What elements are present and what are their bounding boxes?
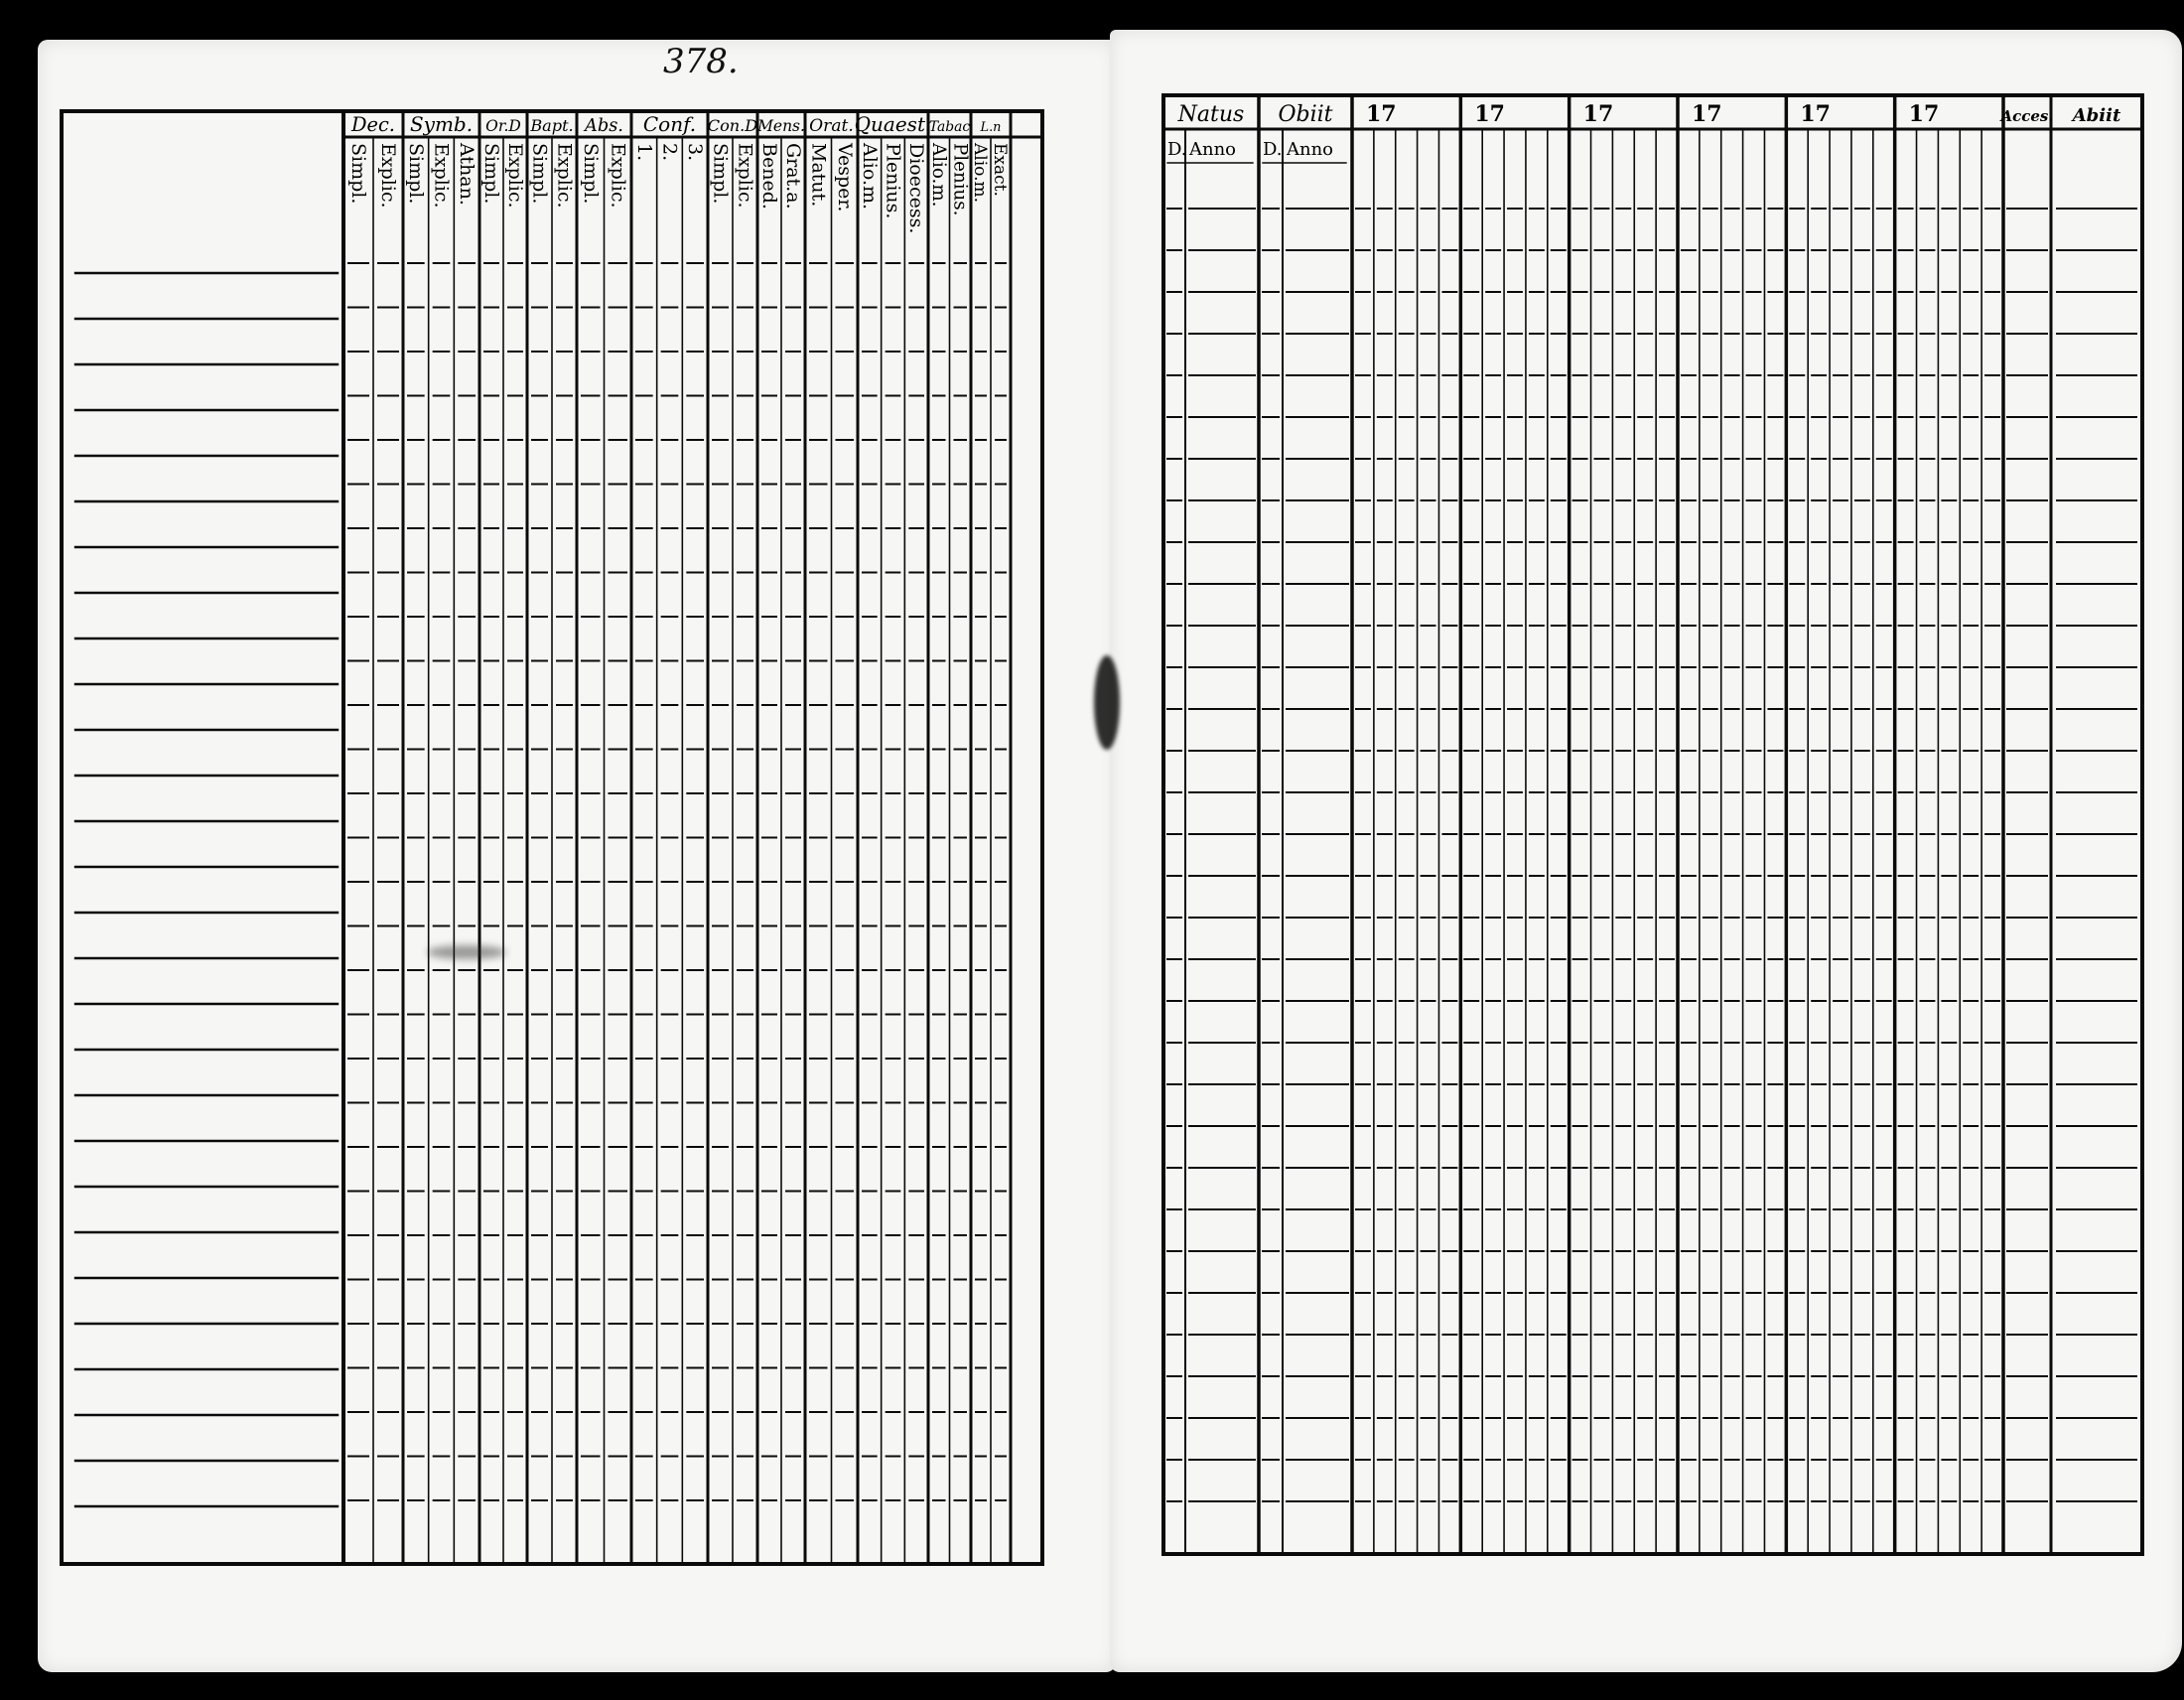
column-header: Con.D <box>707 116 758 135</box>
sub-column-label: 3. <box>684 143 707 162</box>
column-header: Mens. <box>757 117 805 135</box>
sub-column-label: Anno <box>1287 139 1334 160</box>
sub-column-label: Alio.m. <box>858 143 881 211</box>
column-header: Conf. <box>642 112 697 136</box>
sub-column-label: Explic. <box>430 143 453 209</box>
sub-column-label: D. <box>1167 139 1187 160</box>
sub-column-label: Bened. <box>758 143 780 210</box>
sub-column-label: 2. <box>658 143 681 162</box>
sub-column-label: Simpl. <box>347 143 369 205</box>
right-register-table <box>1110 30 2182 1672</box>
sub-column-label: Explic. <box>734 143 756 209</box>
column-header: Dec. <box>351 113 395 136</box>
sub-column-label: Vesper. <box>833 143 856 212</box>
sub-column-label: Explic. <box>504 143 526 209</box>
column-header: Acces. <box>2000 107 2054 125</box>
sub-column-label: Simpl. <box>404 143 427 205</box>
binding-mark <box>1094 655 1120 750</box>
year-header: 17 <box>1474 101 1505 127</box>
column-header: Orat. <box>809 116 854 136</box>
column-header: Abs. <box>585 116 623 136</box>
left-register-table <box>38 40 1116 1672</box>
right-page <box>1110 30 2182 1672</box>
sub-column-label: Anno <box>1189 139 1237 160</box>
sub-column-label: Matut. <box>807 143 830 208</box>
sub-column-label: Plenius. <box>949 143 971 216</box>
column-header: L.n <box>980 120 1002 135</box>
ink-smudge <box>427 945 506 959</box>
column-header: Symb. <box>409 112 474 136</box>
column-header: Obiit <box>1278 102 1333 127</box>
sub-column-label: Athan. <box>456 143 478 206</box>
column-header: Or.D <box>485 117 521 135</box>
year-header: 17 <box>1800 101 1831 127</box>
sub-column-label: Explic. <box>377 143 399 209</box>
column-header: Quaest. <box>854 112 932 136</box>
left-page <box>38 40 1116 1672</box>
sub-column-label: Plenius. <box>882 143 904 219</box>
sub-column-label: D. <box>1263 139 1283 160</box>
column-header: Natus <box>1177 102 1245 127</box>
year-header: 17 <box>1582 101 1614 127</box>
sub-column-label: Explic. <box>553 143 576 209</box>
sub-column-label: Simpl. <box>579 143 602 205</box>
year-header: 17 <box>1692 101 1722 127</box>
year-header: 17 <box>1366 101 1397 127</box>
column-header: Abiit <box>2072 105 2121 126</box>
sub-column-label: Alio.m. <box>970 143 990 204</box>
sub-column-label: Simpl. <box>480 143 502 205</box>
sub-column-label: Grat.a. <box>782 143 804 210</box>
sub-column-label: Exact. <box>990 143 1010 197</box>
sub-column-label: 1. <box>632 143 655 162</box>
page-number: 378. <box>663 42 739 81</box>
column-header: Tabac <box>928 119 971 135</box>
sub-column-label: Explic. <box>607 143 629 209</box>
year-header: 17 <box>1908 101 1940 127</box>
sub-column-label: Simpl. <box>528 143 551 205</box>
sub-column-label: Dioecess. <box>905 143 928 234</box>
sub-column-label: Alio.m. <box>927 143 949 208</box>
sub-column-label: Simpl. <box>709 143 732 205</box>
column-header: Bapt. <box>530 116 574 135</box>
